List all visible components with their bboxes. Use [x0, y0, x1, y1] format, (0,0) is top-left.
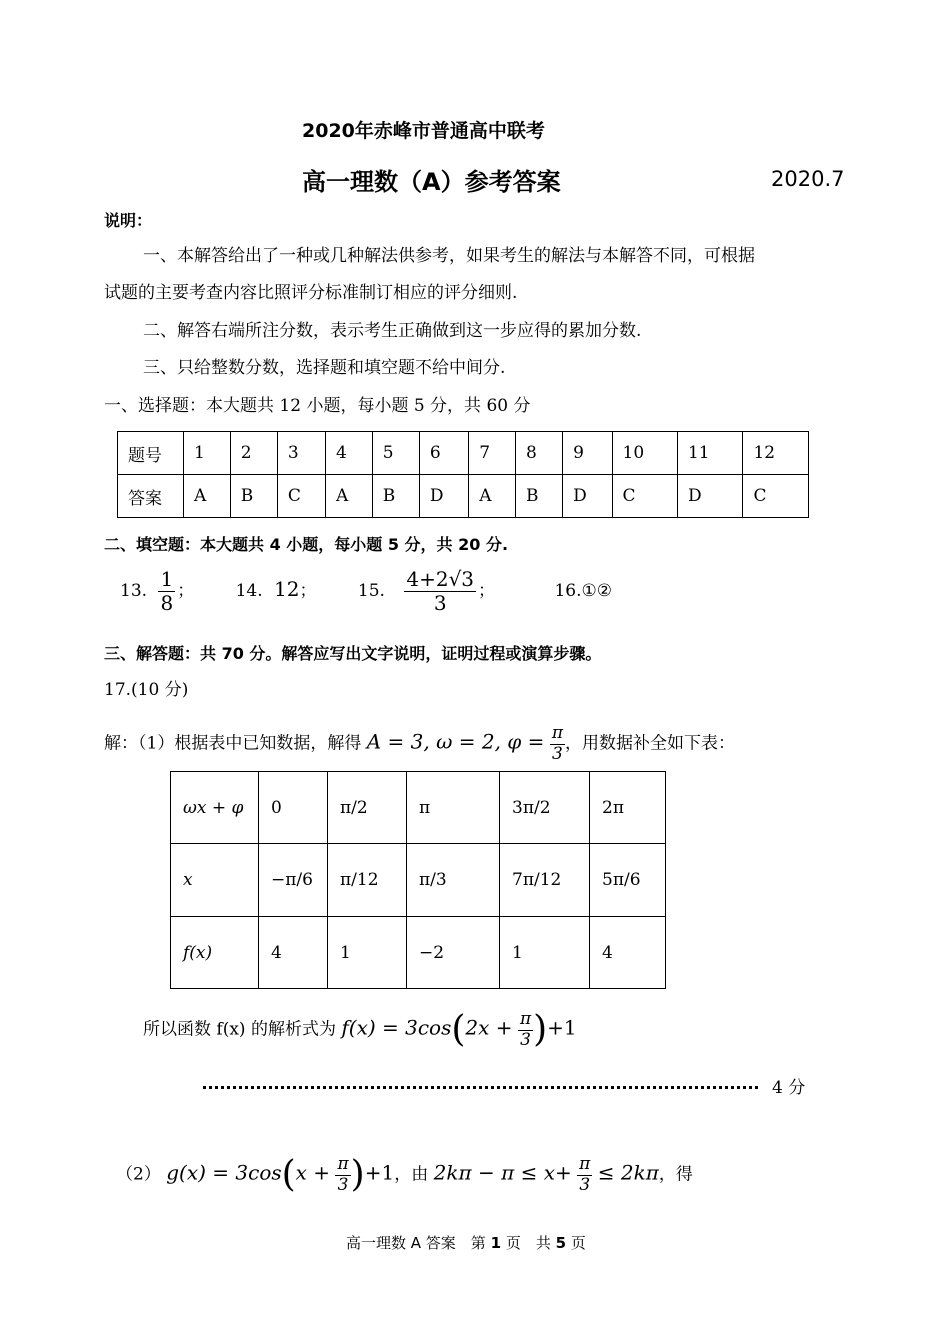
- q15-answer: $\frac{4+2√3}{3}$: [406, 567, 475, 615]
- q16-answer: ①②: [581, 581, 612, 601]
- table-row: [118, 475, 809, 518]
- table-row: [171, 844, 666, 917]
- answer-cell: B: [372, 475, 419, 518]
- table-cell: 4: [590, 917, 666, 989]
- page-total: 5: [555, 1234, 567, 1252]
- table-cell: 1: [500, 917, 590, 989]
- answer-cell: D: [419, 475, 468, 518]
- note-2: 二、解答右端所注分数，表示考生正确做到这一步应得的累加分数.: [143, 321, 642, 341]
- part2: （2） g(x) = 3cos(x + $\frac{\pi}{3}$ )+1，由 2kπ − π ≤ x+ $\frac{\pi}{3}$ ≤ 2kπ，得: [116, 1154, 693, 1196]
- date: 2020.7: [771, 167, 845, 191]
- table-cell: 3π/2: [500, 772, 590, 844]
- section3-heading: 三、解答题：共 70 分。解答应写出文字说明，证明过程或演算步骤。: [104, 644, 602, 663]
- question-number: 7: [469, 432, 516, 475]
- fill-answers: 13. $\frac{1}{8}$ ； 14. 12； 15. $\frac{4+2√3}{3}$ ； 16.①②: [120, 567, 612, 615]
- question-number: 10: [612, 432, 677, 475]
- question-number: 5: [372, 432, 419, 475]
- answer-cell: C: [743, 475, 809, 518]
- question-number: 9: [563, 432, 612, 475]
- section2-heading: 二、填空题：本大题共 4 小题，每小题 5 分，共 20 分.: [104, 535, 509, 554]
- q14-answer: 12: [274, 577, 300, 601]
- row-label: 答案: [118, 475, 184, 518]
- question-number: 11: [677, 432, 742, 475]
- table-row: [118, 432, 809, 475]
- table-cell: π/12: [328, 844, 407, 917]
- table-cell: 7π/12: [500, 844, 590, 917]
- table-cell: 4: [259, 917, 328, 989]
- row-label: ωx + φ: [171, 772, 259, 844]
- answer-cell: A: [326, 475, 373, 518]
- score-leader-dots: [203, 1078, 758, 1089]
- note-1a: 一、本解答给出了一种或几种解法供参考，如果考生的解法与本解答不同，可根据: [143, 246, 755, 266]
- table-cell: 0: [259, 772, 328, 844]
- row-label: 题号: [118, 432, 184, 475]
- answer-cell: B: [230, 475, 277, 518]
- table-cell: −2: [407, 917, 500, 989]
- phi-value: $\frac{\pi}{3}$: [551, 723, 564, 764]
- table-cell: 5π/6: [590, 844, 666, 917]
- table-cell: 1: [328, 917, 407, 989]
- table-cell: π/2: [328, 772, 407, 844]
- exam-title: 2020年赤峰市普通高中联考: [302, 120, 545, 142]
- note-1b: 试题的主要考查内容比照评分标准制订相应的评分细则.: [104, 283, 518, 303]
- table-cell: π: [407, 772, 500, 844]
- question-number: 4: [326, 432, 373, 475]
- row-label: f(x): [171, 917, 259, 989]
- table-cell: −π/6: [259, 844, 328, 917]
- score-4: 4 分: [772, 1078, 806, 1098]
- q15-label: 15.: [357, 581, 385, 601]
- note-3: 三、只给整数分数，选择题和填空题不给中间分.: [143, 358, 506, 378]
- answer-table: [117, 431, 809, 518]
- question-number: 6: [419, 432, 468, 475]
- answer-cell: A: [184, 475, 231, 518]
- answer-cell: C: [612, 475, 677, 518]
- row-label: x: [171, 844, 259, 917]
- table-cell: 2π: [590, 772, 666, 844]
- table-row: [171, 772, 666, 844]
- answer-cell: D: [677, 475, 742, 518]
- answer-cell: D: [563, 475, 612, 518]
- params: A = 3, ω = 2, φ =: [366, 729, 545, 754]
- question-number: 2: [230, 432, 277, 475]
- notes-heading: 说明：: [104, 211, 153, 230]
- q14-label: 14.: [235, 581, 263, 601]
- q13-label: 13.: [120, 581, 148, 601]
- q16-label: 16.: [554, 581, 582, 601]
- table-row: [171, 917, 666, 989]
- answer-cell: C: [277, 475, 325, 518]
- answer-cell: B: [515, 475, 562, 518]
- page-footer: 高一理数 A 答案 第 1 页 共 5 页: [346, 1234, 586, 1252]
- page-number: 1: [490, 1234, 502, 1252]
- section1-heading: 一、选择题：本大题共 12 小题，每小题 5 分，共 60 分: [104, 396, 531, 416]
- table-cell: π/3: [407, 844, 500, 917]
- question-number: 3: [277, 432, 325, 475]
- question-number: 12: [743, 432, 809, 475]
- q17-solution-intro: 解：（1）根据表中已知数据，解得 A = 3, ω = 2, φ = $\frac{\pi}{3}$ ，用数据补全如下表：: [104, 723, 736, 764]
- conclusion: 所以函数 f(x) 的解析式为 f(x) = 3cos(2x + $\frac{\pi}{3}$ )+1: [143, 1009, 577, 1051]
- q17-label: 17.(10 分): [104, 680, 189, 700]
- answer-cell: A: [469, 475, 516, 518]
- page-title: 高一理数（A）参考答案: [302, 168, 561, 196]
- q13-answer: $\frac{1}{8}$: [160, 567, 174, 615]
- question-number: 1: [184, 432, 231, 475]
- value-table: [170, 771, 666, 989]
- question-number: 8: [515, 432, 562, 475]
